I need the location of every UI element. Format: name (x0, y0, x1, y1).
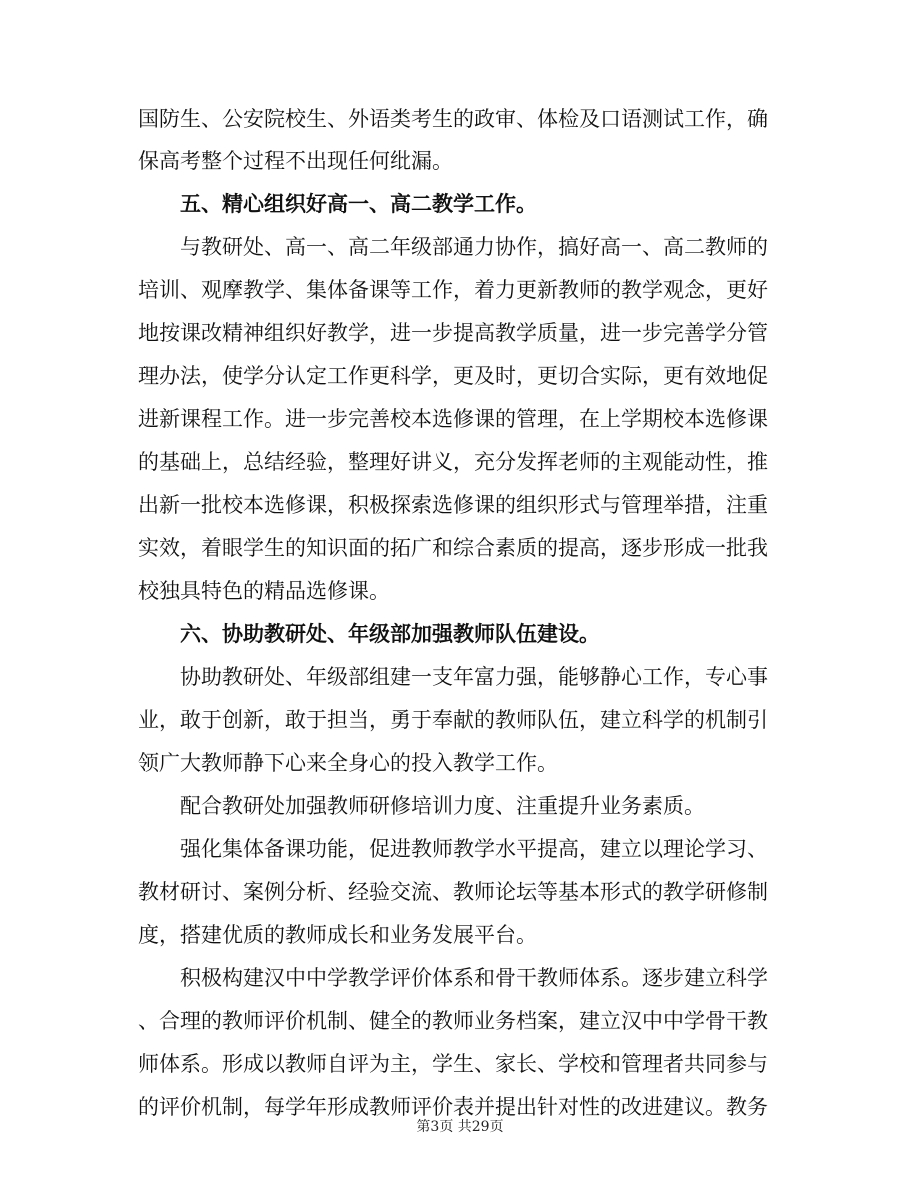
body-line-21: 积极构建汉中中学教学评价体系和骨干教师体系。逐步建立科学 (180, 966, 768, 990)
body-line-22: 、合理的教师评价机制、健全的教师业务档案，建立汉中中学骨干教 (138, 1009, 768, 1033)
body-line-15: 业，敢于创新，敢于担当，勇于奉献的教师队伍，建立科学的机制引 (138, 708, 768, 732)
section-heading-5: 五、精心组织好高一、高二教学工作。 (180, 191, 537, 216)
body-line-2: 保高考整个过程不出现任何纰漏。 (138, 149, 453, 173)
body-line-14: 协助教研处、年级部组建一支年富力强，能够静心工作，专心事 (180, 665, 768, 689)
body-line-17: 配合教研处加强教师研修培训力度、注重提升业务素质。 (180, 794, 705, 818)
body-line-9: 的基础上，总结经验，整理好讲义，充分发挥老师的主观能动性，推 (138, 450, 768, 474)
body-line-8: 进新课程工作。进一步完善校本选修课的管理，在上学期校本选修课 (138, 407, 768, 431)
body-line-24: 的评价机制，每学年形成教师评价表并提出针对性的改进建议。教务 (138, 1095, 768, 1119)
body-line-19: 教材研讨、案例分析、经验交流、教师论坛等基本形式的教学研修制 (138, 880, 768, 904)
body-line-11: 实效，着眼学生的知识面的拓广和综合素质的提高，逐步形成一批我 (138, 536, 768, 560)
body-line-12: 校独具特色的精品选修课。 (138, 579, 390, 603)
page-number: 第3页 共29页 (416, 1119, 504, 1135)
body-line-4: 与教研处、高一、高二年级部通力协作，搞好高一、高二教师的 (180, 235, 768, 259)
body-line-10: 出新一批校本选修课，积极探索选修课的组织形式与管理举措，注重 (138, 493, 768, 517)
body-line-5: 培训、观摩教学、集体备课等工作，着力更新教师的教学观念，更好 (138, 278, 768, 302)
body-line-18: 强化集体备课功能，促进教师教学水平提高，建立以理论学习、 (180, 837, 768, 861)
body-line-6: 地按课改精神组织好教学，进一步提高教学质量，进一步完善学分管 (138, 321, 768, 345)
body-line-23: 师体系。形成以教师自评为主，学生、家长、学校和管理者共同参与 (138, 1052, 768, 1076)
body-line-7: 理办法，使学分认定工作更科学，更及时，更切合实际，更有效地促 (138, 364, 768, 388)
body-line-16: 领广大教师静下心来全身心的投入教学工作。 (138, 751, 558, 775)
body-line-1: 国防生、公安院校生、外语类考生的政审、体检及口语测试工作，确 (138, 107, 768, 131)
body-line-20: 度，搭建优质的教师成长和业务发展平台。 (138, 923, 537, 947)
section-heading-6: 六、协助教研处、年级部加强教师队伍建设。 (180, 621, 600, 646)
